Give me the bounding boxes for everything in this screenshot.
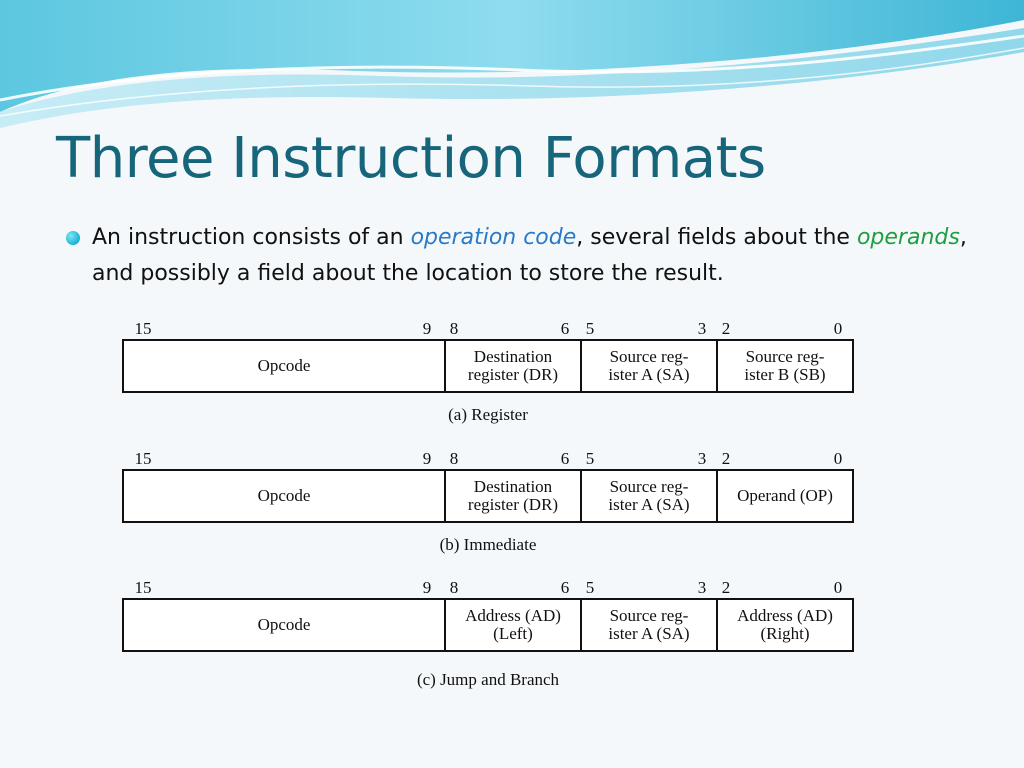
bullet-part1: An instruction consists of an — [92, 225, 411, 250]
bit-9: 9 — [422, 319, 432, 338]
format-register — [122, 319, 854, 425]
address-right-field: Address (AD) (Right) — [716, 600, 852, 650]
bullet-text — [92, 220, 992, 292]
bit-9: 9 — [422, 449, 432, 468]
bit-15: 15 — [134, 578, 152, 597]
keyword-operands: operands — [856, 225, 960, 250]
slide-title: Three Instruction Formats — [56, 126, 766, 191]
opcode-field: Opcode — [257, 486, 311, 505]
instruction-box — [122, 598, 854, 652]
bit-2: 2 — [721, 449, 731, 468]
bit-numbers — [122, 449, 854, 469]
bullet-part2: , several fields about the — [576, 225, 857, 250]
bit-numbers — [122, 578, 854, 598]
bit-15: 15 — [134, 449, 152, 468]
bit-6: 6 — [560, 578, 570, 597]
bit-0: 0 — [833, 578, 843, 597]
bit-2: 2 — [721, 578, 731, 597]
bit-3: 3 — [697, 319, 707, 338]
bit-5: 5 — [585, 578, 595, 597]
caption-register: (a) Register — [448, 405, 528, 424]
caption-jump-branch: (c) Jump and Branch — [416, 670, 560, 689]
bit-3: 3 — [697, 449, 707, 468]
opcode-field: Opcode — [257, 615, 311, 634]
bit-8: 8 — [449, 319, 459, 338]
source-register-a-field: Source reg- ister A (SA) — [580, 471, 716, 521]
caption-immediate: (b) Immediate — [439, 535, 537, 554]
source-register-b-field: Source reg- ister B (SB) — [716, 341, 852, 391]
source-register-a-field: Source reg- ister A (SA) — [580, 600, 716, 650]
instruction-box — [122, 469, 854, 523]
bit-6: 6 — [560, 449, 570, 468]
bullet-part3: , and possibly a field about the location to store the result. — [92, 225, 967, 286]
instruction-box — [122, 339, 854, 393]
bit-0: 0 — [833, 449, 843, 468]
bit-2: 2 — [721, 319, 731, 338]
bit-numbers — [122, 319, 854, 339]
bit-3: 3 — [697, 578, 707, 597]
address-left-field: Address (AD) (Left) — [444, 600, 580, 650]
bit-15: 15 — [134, 319, 152, 338]
operand-field: Operand (OP) — [716, 471, 852, 521]
format-immediate — [122, 449, 854, 555]
destination-register-field: Destination register (DR) — [444, 341, 580, 391]
source-register-a-field: Source reg- ister A (SA) — [580, 341, 716, 391]
bit-8: 8 — [449, 449, 459, 468]
opcode-field: Opcode — [257, 356, 311, 375]
keyword-operation-code: operation code — [410, 225, 577, 250]
format-jump-branch — [122, 578, 854, 690]
bit-9: 9 — [422, 578, 432, 597]
header-wave-decoration — [0, 0, 1024, 130]
bit-5: 5 — [585, 319, 595, 338]
bit-8: 8 — [449, 578, 459, 597]
destination-register-field: Destination register (DR) — [444, 471, 580, 521]
bit-0: 0 — [833, 319, 843, 338]
bit-5: 5 — [585, 449, 595, 468]
bit-6: 6 — [560, 319, 570, 338]
bullet-icon — [66, 231, 80, 245]
